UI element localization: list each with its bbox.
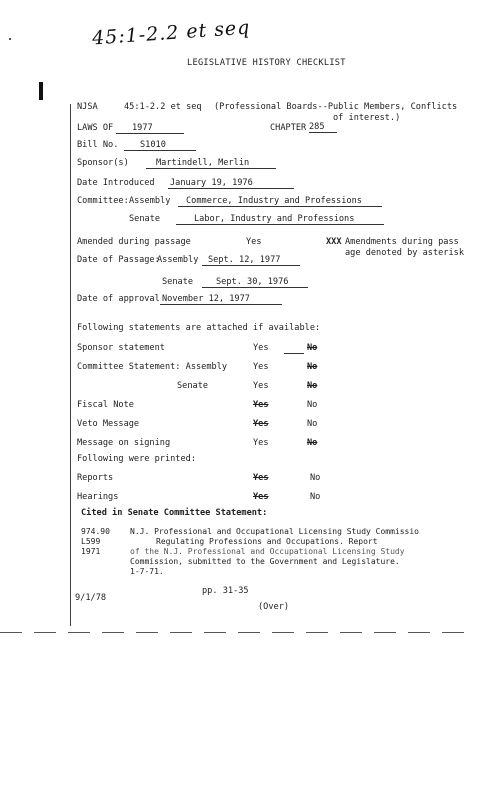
statement-no: No (307, 343, 318, 353)
citation-line-2: Regulating Professions and Occupations. Report (156, 537, 378, 546)
statement-label: Message on signing (77, 438, 171, 448)
laws-of-value: 1977 (132, 123, 153, 133)
over-note: (Over) (258, 602, 290, 612)
statement-yes: Yes (253, 362, 269, 372)
call-number-3: 1971 (81, 547, 101, 556)
committee-assembly-label: Assembly (129, 196, 171, 206)
printed-yes: Yes (253, 473, 269, 483)
statement-yes: Yes (253, 438, 269, 448)
njsa-description-cont: of interest.) (333, 113, 401, 123)
statements-header: Following statements are attached if available: (77, 323, 321, 333)
date-introduced-value: January 19, 1976 (168, 178, 294, 189)
date-introduced-label: Date Introduced (77, 178, 155, 188)
passage-label: Date of Passage: (77, 255, 160, 265)
statement-yes: Yes (253, 400, 269, 410)
njsa-description: (Professional Boards--Public Members, Conflicts (214, 102, 458, 112)
statement-yes: Yes (253, 381, 269, 391)
njsa-value: 45:1-2.2 et seq (124, 102, 202, 112)
handwritten-reference: 45:1-2.2 et seq (91, 16, 251, 50)
sponsor-value: Martindell, Merlin (146, 158, 276, 169)
njsa-label: NJSA (77, 102, 98, 112)
amended-yes: Yes (246, 237, 262, 247)
statement-no: No (307, 381, 318, 391)
statement-yes: Yes (253, 419, 269, 429)
committee-assembly-value: Commerce, Industry and Professions (178, 196, 382, 207)
amended-label: Amended during passage (77, 237, 191, 247)
statement-label: Veto Message (77, 419, 140, 429)
corner-speck (9, 38, 11, 40)
statement-label: Committee Statement: Assembly (77, 362, 228, 372)
approval-value: November 12, 1977 (160, 294, 282, 305)
left-margin-mark (39, 82, 43, 100)
amended-note-1: Amendments during pass (345, 237, 459, 247)
sponsor-label: Sponsor(s) (77, 158, 129, 168)
amended-note-2: age denoted by asterisk (345, 248, 464, 258)
laws-of-label: LAWS OF (77, 123, 114, 133)
passage-senate-label: Senate (162, 277, 194, 287)
citation-line-5: 1-7-71. (130, 567, 164, 576)
printed-no: No (310, 473, 321, 483)
passage-assembly-label: Assembly (157, 255, 199, 265)
sponsor-no-underline (284, 353, 304, 354)
statement-label: Fiscal Note (77, 400, 134, 410)
statement-no: No (307, 438, 318, 448)
printed-header: Following were printed: (77, 454, 196, 464)
bill-no-value: S1010 (124, 140, 196, 151)
cited-header: Cited in Senate Committee Statement: (81, 508, 268, 518)
committee-senate-value: Labor, Industry and Professions (176, 214, 384, 225)
document-title: LEGISLATIVE HISTORY CHECKLIST (187, 58, 346, 68)
statement-label: Senate (177, 381, 209, 391)
call-number-1: 974.90 (81, 527, 110, 536)
committee-label: Committee: (77, 196, 129, 206)
printed-label: Reports (77, 473, 114, 483)
statement-no: No (307, 400, 318, 410)
laws-of-field (116, 123, 184, 134)
committee-senate-label: Senate (129, 214, 161, 224)
amended-no-crossed: XXX (326, 237, 342, 247)
printed-yes: Yes (253, 492, 269, 502)
bill-no-label: Bill No. (77, 140, 119, 150)
date-stamp: 9/1/78 (75, 593, 107, 603)
citation-line-4: Commission, submitted to the Government and Legislature. (130, 557, 400, 566)
passage-senate-value: Sept. 30, 1976 (202, 277, 308, 288)
printed-no: No (310, 492, 321, 502)
pages-reference: pp. 31-35 (202, 586, 249, 596)
approval-label: Date of approval (77, 294, 160, 304)
call-number-2: L599 (81, 537, 101, 546)
statement-label: Sponsor statement (77, 343, 165, 353)
statement-no: No (307, 419, 318, 429)
printed-label: Hearings (77, 492, 119, 502)
statement-no: No (307, 362, 318, 372)
citation-line-3: of the N.J. Professional and Occupational Licensing Study (130, 547, 405, 556)
left-border-line (70, 104, 71, 626)
statement-yes: Yes (253, 343, 269, 353)
citation-line-1: N.J. Professional and Occupational Licensing Study Commissio (130, 527, 419, 536)
chapter-value: 285 (309, 122, 337, 133)
chapter-label: CHAPTER (270, 123, 307, 133)
passage-assembly-value: Sept. 12, 1977 (202, 255, 300, 266)
